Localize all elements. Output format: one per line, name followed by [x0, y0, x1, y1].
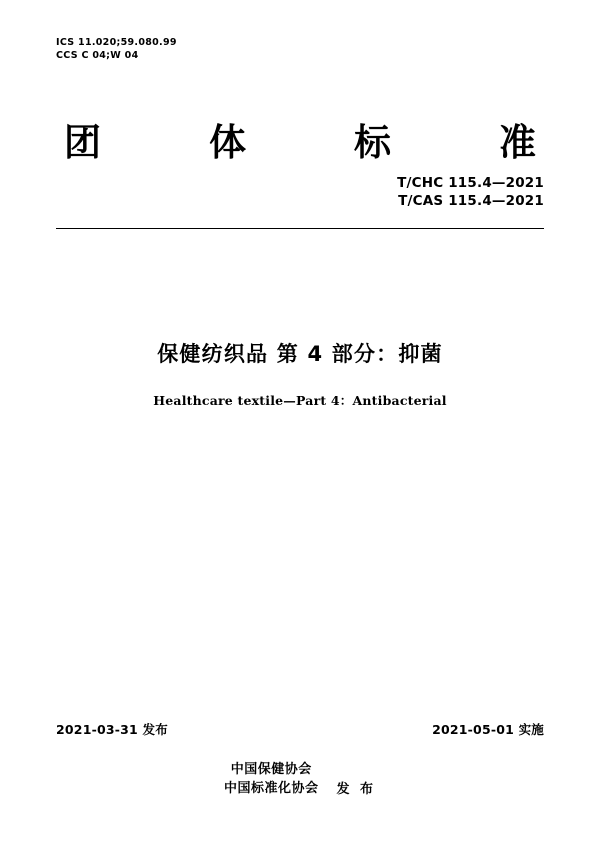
publisher-organizations	[224, 760, 319, 798]
implementation-date: 2021-05-01 实施	[432, 722, 544, 737]
classification-codes	[56, 36, 177, 62]
standard-number-block	[56, 174, 544, 210]
publish-label: 发 布	[336, 782, 377, 797]
standard-number-secondary: T/CAS 115.4—2021	[398, 193, 544, 209]
ics-code: ICS 11.020;59.080.99	[56, 37, 177, 48]
banner-title	[56, 112, 544, 166]
publisher-org-1: 中国保健协会	[230, 762, 312, 777]
banner-char-3: 标	[354, 121, 391, 164]
banner-char-4: 准	[499, 121, 536, 164]
ccs-code: CCS C 04;W 04	[56, 50, 139, 61]
banner-char-2: 体	[209, 121, 246, 164]
issue-date: 2021-03-31 发布	[56, 722, 168, 737]
date-row	[56, 720, 544, 738]
page-subtitle-english: Healthcare textile—Part 4：Antibacterial	[153, 393, 447, 408]
page-title: 保健纺织品 第 4 部分：抑菌	[157, 342, 443, 366]
publisher-org-2: 中国标准化协会	[223, 781, 319, 796]
standard-number-primary: T/CHC 115.4—2021	[397, 175, 544, 191]
publisher-block	[56, 760, 544, 798]
header-divider	[56, 228, 544, 229]
banner-char-1: 团	[64, 121, 101, 164]
